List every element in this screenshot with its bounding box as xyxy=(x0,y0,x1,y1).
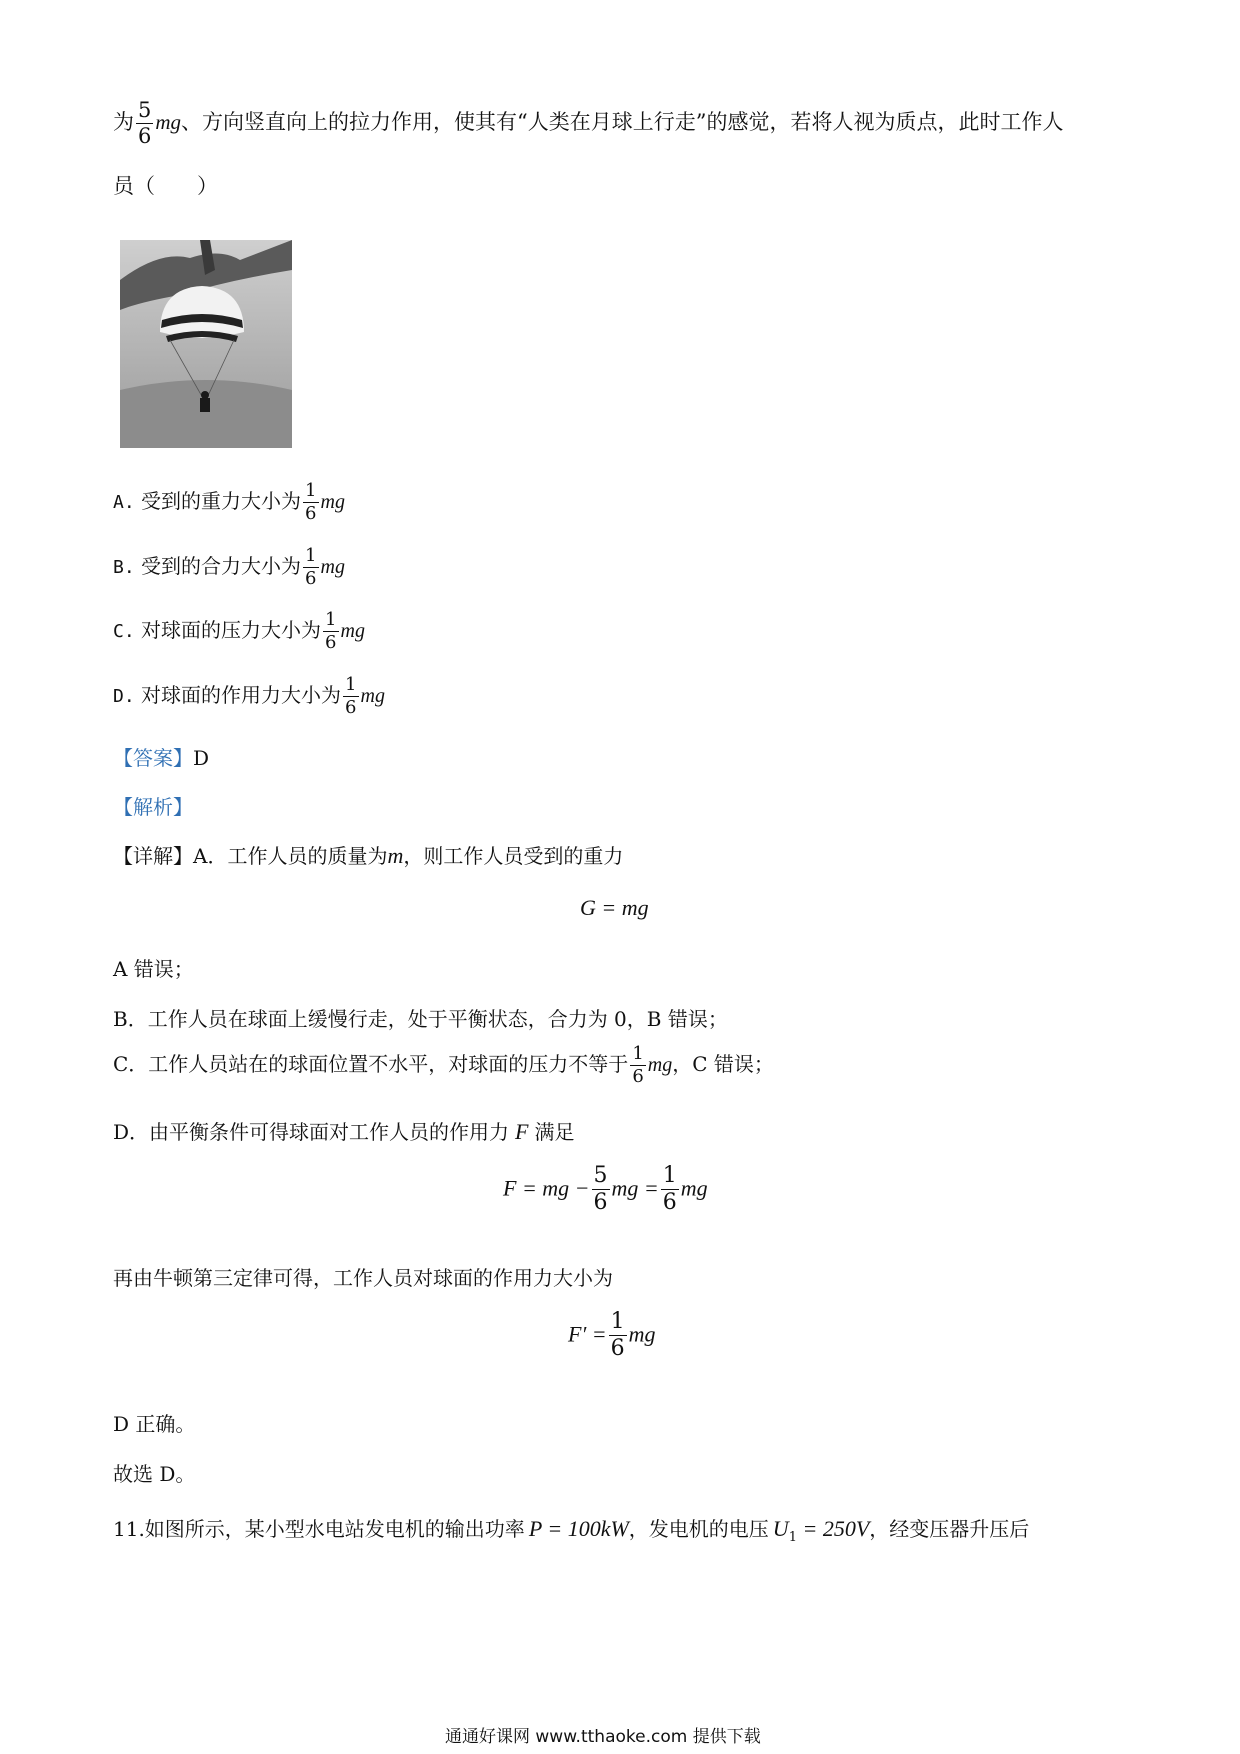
fraction-numerator: 1 xyxy=(632,1043,644,1064)
fraction xyxy=(630,1045,645,1086)
newton-third-law-line: 再由牛顿第三定律可得，工作人员对球面的作用力大小为 xyxy=(113,1266,613,1290)
fraction-numerator: 5 xyxy=(138,98,152,122)
detail-text: C．工作人员站在的球面位置不水平，对球面的压力不等于 xyxy=(113,1052,629,1076)
answer-value: D xyxy=(193,746,210,770)
intro-prefix: 为 xyxy=(113,110,134,134)
fraction xyxy=(609,1311,627,1360)
fraction-numerator: 1 xyxy=(305,545,317,566)
fraction-denominator: 6 xyxy=(345,697,357,718)
math-var: mg xyxy=(647,1054,673,1076)
fraction-denominator: 6 xyxy=(325,632,337,653)
detail-line-b: B．工作人员在球面上缓慢行走，处于平衡状态，合力为 0，B 错误； xyxy=(113,1007,728,1031)
answer-label: 【答案】 xyxy=(113,746,193,770)
fraction xyxy=(323,611,338,652)
fraction xyxy=(303,547,318,588)
detail-text: A．工作人员的质量为 xyxy=(193,844,388,868)
detail-d-correct: D 正确。 xyxy=(113,1412,196,1436)
option-d xyxy=(113,676,385,717)
question-intro-line2: 员（ ） xyxy=(113,174,218,198)
option-b xyxy=(113,547,345,588)
fraction-denominator: 6 xyxy=(632,1066,644,1087)
fraction-denominator: 6 xyxy=(305,503,317,524)
balloon-photo xyxy=(120,240,292,448)
option-letter: B. xyxy=(113,557,135,578)
intro-text: 、方向竖直向上的拉力作用，使其有“人类在月球上行走”的感觉，若将人视为质点，此时工作人 xyxy=(181,110,1064,134)
option-text: 受到的合力大小为 xyxy=(141,554,302,578)
question-intro-line1 xyxy=(113,100,1064,147)
fraction xyxy=(592,1165,610,1214)
math-var: m xyxy=(387,843,404,868)
option-letter: C. xyxy=(113,621,135,642)
fraction-numerator: 1 xyxy=(610,1309,625,1334)
fraction xyxy=(303,482,318,523)
detail-a-wrong: A 错误； xyxy=(113,957,194,981)
q11-voltage: = 250V xyxy=(796,1516,870,1541)
balloon-illustration xyxy=(120,240,292,448)
detail-line-c xyxy=(113,1045,774,1086)
equation-reaction xyxy=(568,1311,656,1360)
math-var: mg xyxy=(155,110,182,134)
answer-line xyxy=(113,742,209,771)
math-subscript: 1 xyxy=(788,1530,797,1545)
fraction xyxy=(343,676,358,717)
q11-text: 11.如图所示，某小型水电站发电机的输出功率 xyxy=(113,1517,525,1541)
equation-force xyxy=(503,1165,708,1214)
option-text: 对球面的作用力大小为 xyxy=(141,683,342,707)
detail-line-a xyxy=(113,840,623,869)
math-var: mg xyxy=(320,491,345,513)
detail-text: ，则工作人员受到的重力 xyxy=(403,844,624,868)
equation-part: mg = xyxy=(611,1175,659,1201)
math-var: mg xyxy=(680,1175,708,1201)
q11-text: ，经变压器升压后 xyxy=(869,1517,1030,1541)
math-var: mg xyxy=(320,556,345,578)
question-11-line1 xyxy=(113,1513,1029,1545)
q11-power: P = 100kW xyxy=(528,1516,629,1541)
option-letter: D. xyxy=(113,686,135,707)
detail-text: 满足 xyxy=(534,1120,575,1144)
math-var: U xyxy=(772,1516,789,1541)
option-text: 对球面的压力大小为 xyxy=(141,618,322,642)
math-var: F xyxy=(515,1119,529,1144)
detail-text: ，C 错误； xyxy=(672,1052,774,1076)
math-var: mg xyxy=(340,620,365,642)
q11-text: ，发电机的电压 xyxy=(628,1517,769,1541)
fraction-denominator: 6 xyxy=(610,1336,625,1361)
fraction-denominator: 6 xyxy=(138,124,152,148)
footer-source: 通通好课网 www.tthaoke.com 提供下载 xyxy=(445,1727,761,1747)
detail-line-d xyxy=(113,1116,575,1145)
equation-part: F′ = xyxy=(568,1321,607,1347)
option-letter: A. xyxy=(113,492,135,513)
option-text: 受到的重力大小为 xyxy=(141,489,302,513)
option-a xyxy=(113,482,345,523)
fraction-denominator: 6 xyxy=(593,1190,608,1215)
fraction-numerator: 1 xyxy=(325,609,337,630)
math-var: mg xyxy=(360,685,385,707)
detail-choose: 故选 D。 xyxy=(113,1462,196,1486)
equation-part: F = mg − xyxy=(503,1175,590,1201)
fraction-numerator: 1 xyxy=(345,674,357,695)
option-c xyxy=(113,611,365,652)
detail-text: D．由平衡条件可得球面对工作人员的作用力 xyxy=(113,1120,510,1144)
fraction xyxy=(136,100,153,147)
fraction-numerator: 1 xyxy=(662,1163,677,1188)
fraction-numerator: 5 xyxy=(593,1163,608,1188)
fraction-denominator: 6 xyxy=(662,1190,677,1215)
fraction-denominator: 6 xyxy=(305,568,317,589)
analysis-label: 【解析】 xyxy=(113,795,193,819)
fraction xyxy=(661,1165,679,1214)
equation-gravity: G = mg xyxy=(580,895,649,920)
detail-label: 【详解】 xyxy=(113,844,193,868)
math-var: mg xyxy=(628,1321,656,1347)
fraction-numerator: 1 xyxy=(305,480,317,501)
